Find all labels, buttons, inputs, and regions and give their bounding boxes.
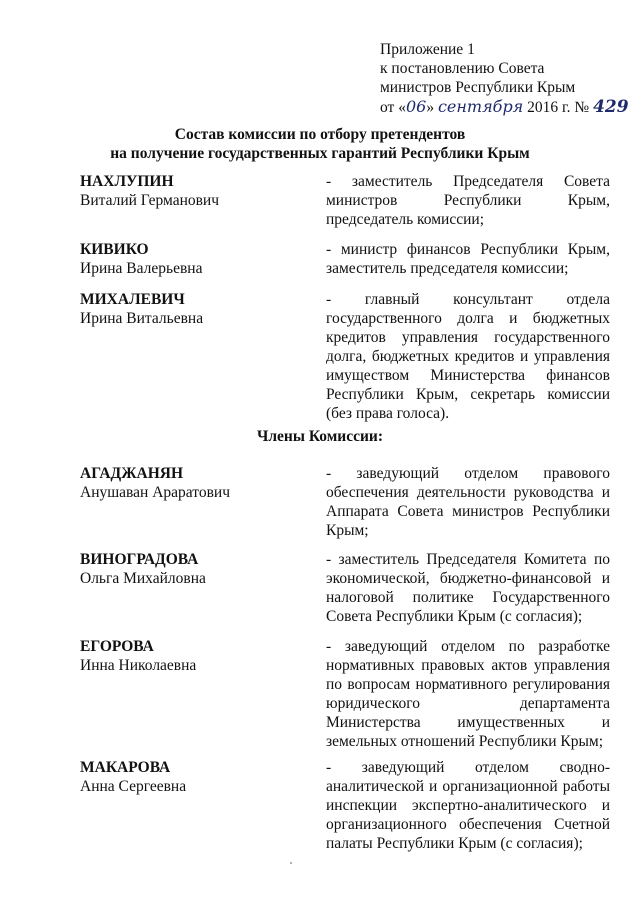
person-given-name: Ирина Витальевна [80, 310, 204, 327]
person-role: - заведующий отделом по разработке нормативных правовых актов управления по вопросам нормативного регулирования юридического департамента Министерства имущественных и земельных отношений Республики Крым; [326, 638, 610, 750]
date-year: 2016 г. № [527, 99, 590, 116]
person-name [80, 758, 310, 796]
person-surname: ЕГОРОВА [80, 638, 154, 655]
person-role: - главный консультант отдела государственного долга и бюджетных кредитов управления государственного долга, бюджетных кредитов и управления имуществом Министерства финансов Республики Крым, секретарь комиссии (без права голоса). [326, 291, 610, 422]
appendix-line-3: министров Республики Крым [380, 79, 576, 96]
person-given-name: Ольга Михайловна [80, 570, 206, 587]
person-given-name: Инна Николаевна [80, 657, 197, 674]
person-surname: КИВИКО [80, 241, 149, 258]
person-name [80, 290, 310, 328]
members-heading: Члены Комиссии: [256, 428, 384, 445]
page-mark [290, 862, 292, 864]
person-given-name: Виталий Германович [80, 192, 220, 209]
date-prefix: от « [380, 99, 406, 116]
person-given-name: Ирина Валерьевна [80, 260, 203, 277]
person-surname: АГАДЖАНЯН [80, 465, 184, 482]
person-role: - заведующий отделом правового обеспечения деятельности руководства и Аппарата Совета министров Республики Крым; [326, 465, 610, 539]
person-surname: ВИНОГРАДОВА [80, 551, 199, 568]
date-month: сентября [437, 97, 524, 116]
person-surname: МИХАЛЕВИЧ [80, 291, 185, 308]
person-name [80, 550, 310, 588]
person-role: - заведующий отделом сводно-аналитической и организационной работы инспекции экспертно-аналитического и организационного обеспечения Счетной палаты Республики Крым (с согласия); [326, 759, 610, 852]
person-name [80, 464, 310, 502]
date-day: 06 [405, 97, 427, 116]
appendix-date-line [380, 97, 629, 117]
person-role: - министр финансов Республики Крым, заместитель председателя комиссии; [326, 241, 610, 277]
person-name [80, 637, 310, 675]
person-given-name: Анушаван Араратович [80, 484, 230, 501]
person-given-name: Анна Сергеевна [80, 778, 187, 795]
appendix-line-2: к постановлению Совета [380, 60, 545, 77]
title-line-2: на получение государственных гарантий Республики Крым [110, 145, 530, 162]
person-role: - заместитель Председателя Совета министров Республики Крым, председатель комиссии; [326, 173, 610, 228]
person-surname: НАХЛУПИН [80, 173, 174, 190]
person-name [80, 240, 310, 278]
person-surname: МАКАРОВА [80, 759, 171, 776]
person-name [80, 172, 310, 210]
title-line-1: Состав комиссии по отбору претендентов [174, 126, 466, 143]
document-title [0, 125, 640, 163]
appendix-block [380, 40, 629, 117]
resolution-number: 429 [593, 97, 629, 117]
date-close-quote: » [426, 99, 435, 116]
person-role: - заместитель Председателя Комитета по экономической, бюджетно-финансовой и налоговой политике Государственного Совета Республики Крым (с согласия); [326, 551, 610, 625]
appendix-line-1: Приложение 1 [380, 41, 475, 58]
